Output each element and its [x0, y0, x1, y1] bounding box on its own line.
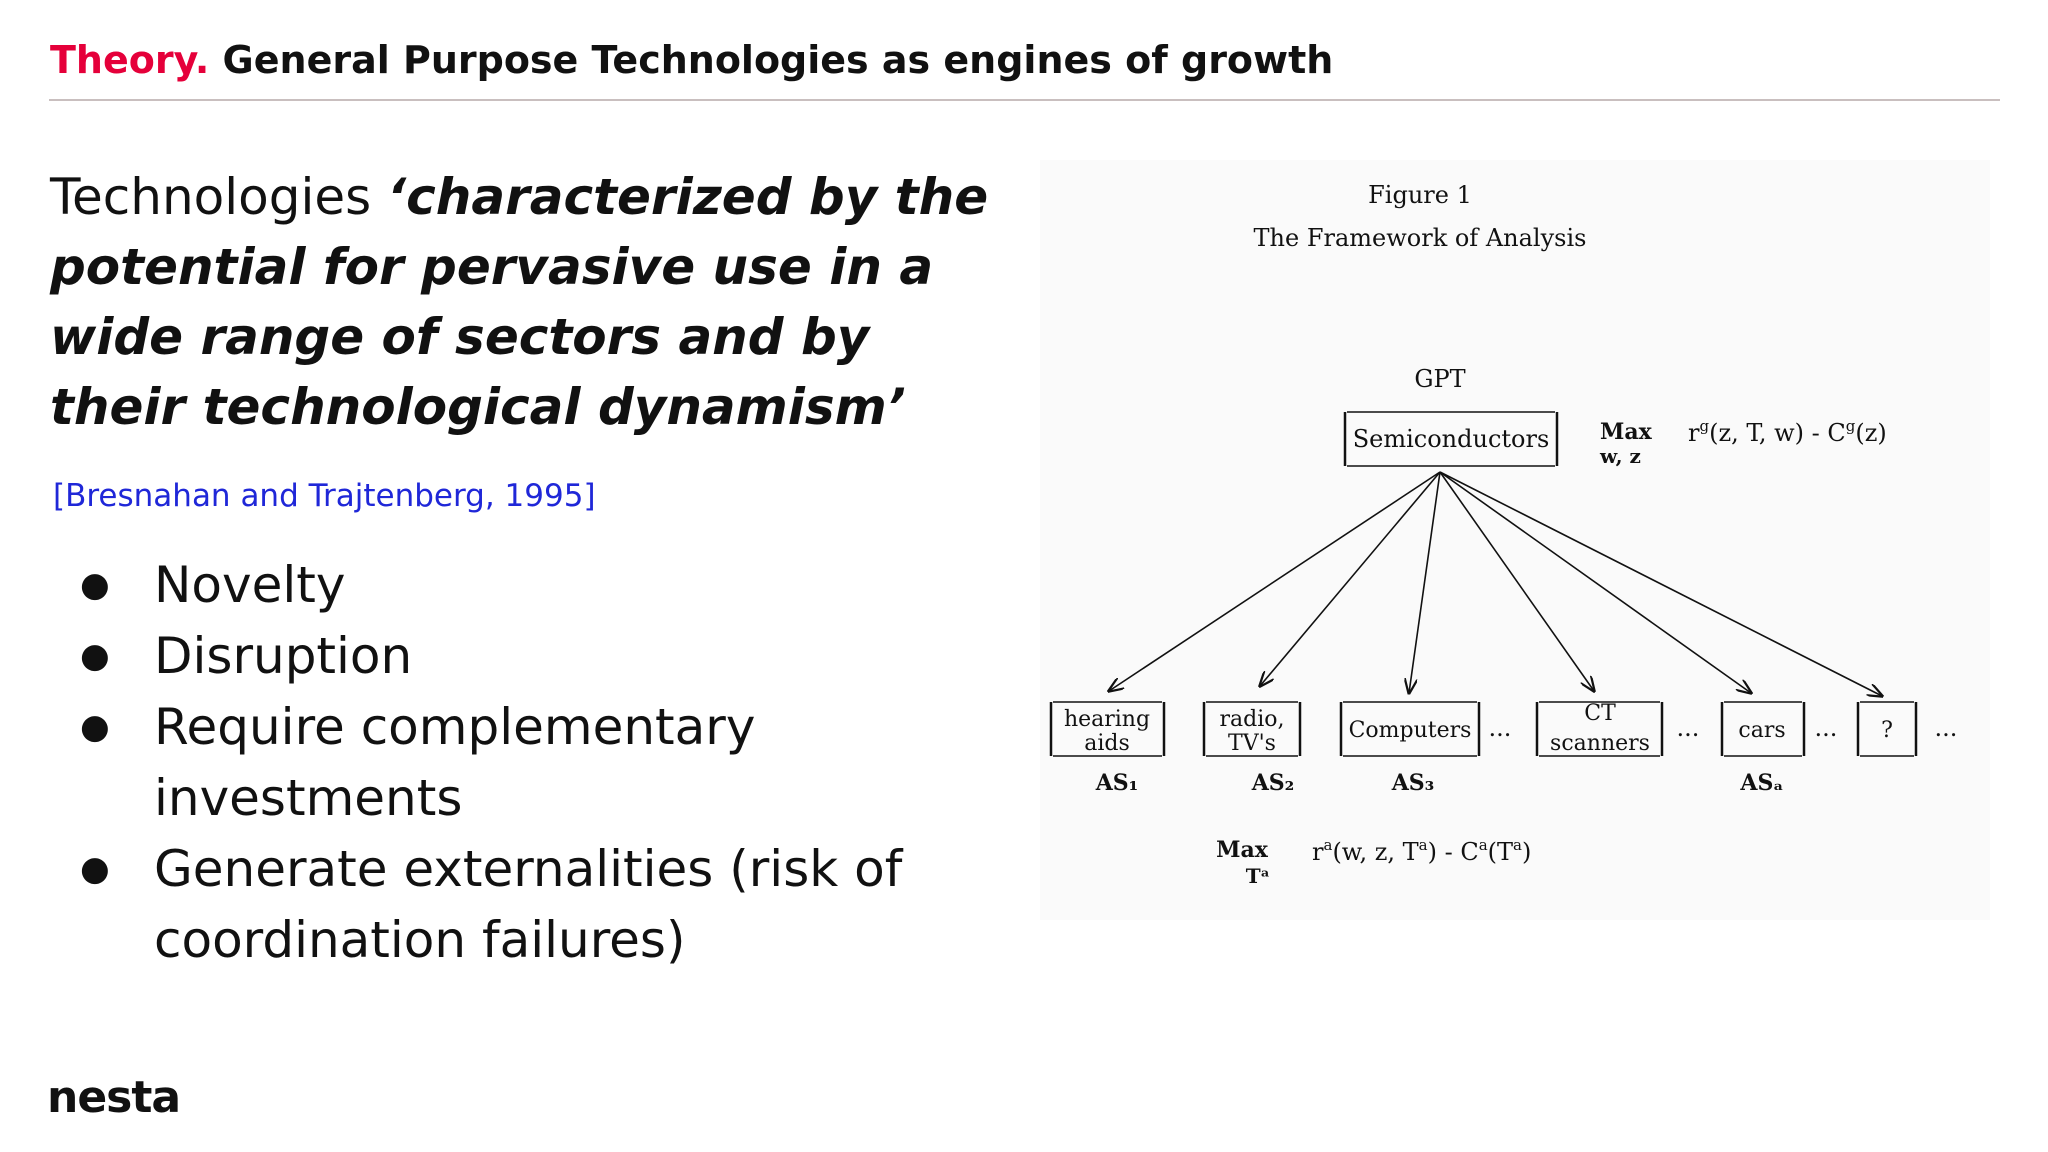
- list-item: [80, 692, 940, 834]
- sector-label: hearing: [1063, 707, 1151, 732]
- sector-subscript: AS₂: [1251, 770, 1295, 796]
- sector-label: aids: [1084, 731, 1130, 756]
- bullet-icon: ●: [80, 565, 110, 605]
- characteristics-list: [80, 550, 940, 976]
- gpt-max-variables: w, z: [1600, 444, 1641, 468]
- sector-label: cars: [1738, 718, 1786, 743]
- list-item: [80, 550, 940, 621]
- application-objective: $r^a(w$, z, $T^a) - C^a(T^a)$: [1312, 836, 1532, 866]
- arrow-unknown: [1440, 472, 1882, 696]
- application-max-variable: Tᵃ: [1245, 864, 1270, 888]
- sector-unknown: [1858, 702, 1916, 756]
- figure-title: Figure 1: [1368, 181, 1472, 209]
- application-max-label: Max: [1216, 837, 1268, 863]
- ellipsis: ...: [1488, 714, 1512, 742]
- bullet-icon: ●: [80, 707, 110, 747]
- sector-subscript: ASₐ: [1740, 770, 1784, 796]
- ellipsis: ...: [1676, 714, 1700, 742]
- sector-label: radio,: [1219, 707, 1285, 732]
- definition-quote: [50, 162, 990, 442]
- arrow-cars: [1440, 472, 1751, 693]
- list-item-text: Require complementary investments: [154, 698, 756, 827]
- header-divider: [49, 99, 2000, 101]
- citation: [Bresnahan and Trajtenberg, 1995]: [53, 478, 596, 514]
- figure-subtitle: The Framework of Analysis: [1253, 224, 1587, 252]
- gpt-box-label: Semiconductors: [1352, 425, 1550, 453]
- gpt-objective: $r^g(z$, T, $w) - C^g(z)$: [1688, 417, 1887, 447]
- sector-computers: [1341, 702, 1479, 796]
- nesta-logo: nesta: [47, 1072, 181, 1123]
- list-item-text: Generate externalities (risk of coordination failures): [154, 840, 903, 969]
- diffusion-arrows: [1109, 472, 1882, 696]
- sector-label: CT: [1584, 701, 1616, 726]
- sector-label: ?: [1881, 718, 1893, 743]
- list-item-text: Novelty: [154, 556, 346, 614]
- sector-cars: [1722, 702, 1804, 796]
- bullet-icon: ●: [80, 636, 110, 676]
- ellipsis: ...: [1814, 714, 1838, 742]
- framework-diagram: [1040, 160, 1990, 920]
- arrow-hearing-aids: [1109, 472, 1440, 691]
- arrow-radio-tv: [1260, 472, 1440, 686]
- gpt-node: [1345, 412, 1557, 466]
- slide-header: [50, 38, 1333, 82]
- bullet-icon: ●: [80, 849, 110, 889]
- arrow-computers: [1409, 472, 1440, 693]
- sector-subscript: AS₃: [1391, 770, 1435, 796]
- sector-hearing-aids: [1051, 702, 1164, 796]
- header-title: General Purpose Technologies as engines of growth: [222, 38, 1334, 82]
- list-item-text: Disruption: [154, 627, 413, 685]
- ellipsis: ...: [1934, 714, 1958, 742]
- sector-ct-scanners: [1537, 701, 1662, 756]
- gpt-label: GPT: [1414, 365, 1466, 393]
- sector-radio-tv: [1204, 702, 1300, 796]
- gpt-max-label: Max: [1600, 419, 1652, 445]
- framework-figure: [1040, 160, 1990, 920]
- list-item: [80, 834, 940, 976]
- sector-label: scanners: [1550, 731, 1650, 756]
- sector-label: TV's: [1228, 731, 1276, 756]
- sector-subscript: AS₁: [1095, 770, 1139, 796]
- sector-label: Computers: [1348, 718, 1472, 743]
- arrow-ct-scanners: [1440, 472, 1594, 691]
- quote-lead: Technologies: [50, 168, 388, 226]
- quote-emphasis: ‘characterized by the potential for pervasive use in a wide range of sectors and by their technological dynamism’: [50, 168, 989, 436]
- list-item: [80, 621, 940, 692]
- header-tag: Theory.: [50, 38, 210, 82]
